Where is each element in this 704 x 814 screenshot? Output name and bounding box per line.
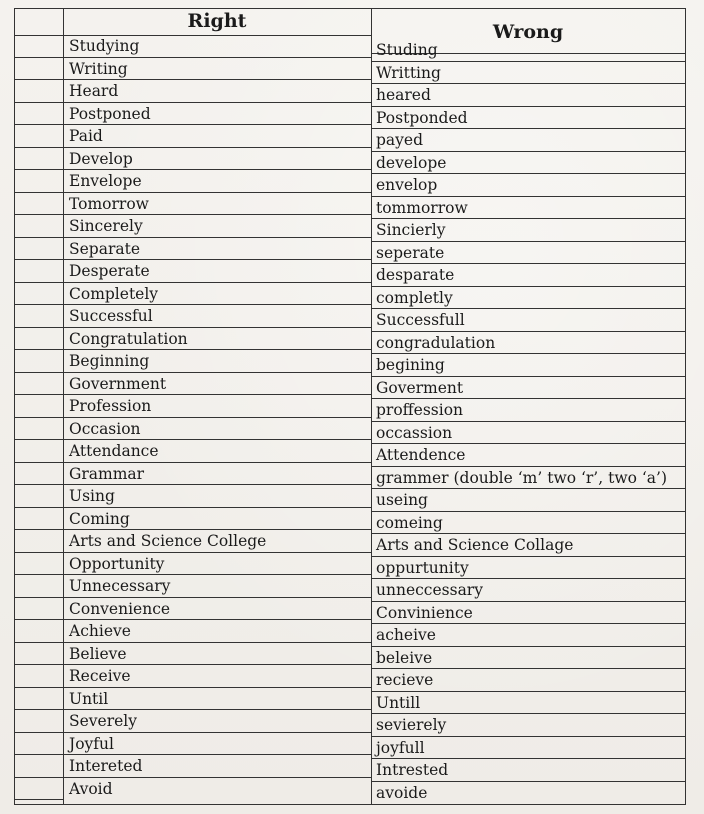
- right-word: Profession: [63, 395, 371, 418]
- right-word: Paid: [63, 125, 371, 148]
- index-cell: [15, 463, 63, 486]
- wrong-word: seperate: [371, 242, 685, 265]
- wrong-word: acheive: [371, 624, 685, 647]
- wrong-word: desparate: [371, 264, 685, 287]
- right-word: Desperate: [63, 260, 371, 283]
- wrong-word: congradulation: [371, 332, 685, 355]
- index-cell: [15, 710, 63, 733]
- wrong-word: Intrested: [371, 759, 685, 782]
- wrong-word: Writting: [371, 62, 685, 85]
- index-cell: [15, 170, 63, 193]
- index-cell: [15, 283, 63, 306]
- wrong-rows: [371, 39, 685, 804]
- right-word: Grammar: [63, 463, 371, 486]
- index-cell: [15, 215, 63, 238]
- right-word: Occasion: [63, 418, 371, 441]
- index-cell: [15, 508, 63, 531]
- index-cell: [15, 395, 63, 418]
- right-word: Envelope: [63, 170, 371, 193]
- index-cell: [15, 620, 63, 643]
- wrong-word: Untill: [371, 692, 685, 715]
- wrong-word: grammer (double ‘m’ two ‘r’, two ‘a’): [371, 467, 685, 490]
- index-cell: [15, 778, 63, 801]
- wrong-word: heared: [371, 84, 685, 107]
- wrong-word: completly: [371, 287, 685, 310]
- index-cell: [15, 193, 63, 216]
- wrong-word: proffession: [371, 399, 685, 422]
- index-cell: [15, 733, 63, 756]
- wrong-header: Wrong: [371, 9, 685, 54]
- wrong-word: oppurtunity: [371, 557, 685, 580]
- index-header: [15, 9, 63, 36]
- index-cell: [15, 35, 63, 58]
- index-cell: [15, 373, 63, 396]
- right-column: [63, 9, 372, 804]
- wrong-word: Studing: [371, 39, 685, 62]
- index-cell: [15, 238, 63, 261]
- right-word: Coming: [63, 508, 371, 531]
- index-cell: [15, 125, 63, 148]
- right-word: Achieve: [63, 620, 371, 643]
- wrong-word: useing: [371, 489, 685, 512]
- index-cell: [15, 665, 63, 688]
- wrong-word: joyfull: [371, 737, 685, 760]
- index-cell: [15, 755, 63, 778]
- right-word: Arts and Science College: [63, 530, 371, 553]
- right-header: Right: [63, 9, 371, 36]
- wrong-word: comeing: [371, 512, 685, 535]
- right-word: Completely: [63, 283, 371, 306]
- wrong-word: tommorrow: [371, 197, 685, 220]
- index-cell: [15, 530, 63, 553]
- right-word: Tomorrow: [63, 193, 371, 216]
- right-word: Unnecessary: [63, 575, 371, 598]
- right-word: Sincerely: [63, 215, 371, 238]
- right-word: Avoid: [69, 779, 113, 798]
- wrong-word: Convinience: [371, 602, 685, 625]
- right-word: Government: [63, 373, 371, 396]
- index-cell: [15, 485, 63, 508]
- wrong-word: Goverment: [371, 377, 685, 400]
- right-word: Believe: [63, 643, 371, 666]
- index-cell: [15, 643, 63, 666]
- wrong-word: Attendence: [371, 444, 685, 467]
- right-word: Separate: [63, 238, 371, 261]
- wrong-word: occassion: [371, 422, 685, 445]
- right-rows: [63, 35, 371, 800]
- right-word: Studying: [63, 35, 371, 58]
- right-word: Using: [63, 485, 371, 508]
- index-cell: [15, 440, 63, 463]
- index-cell: [15, 575, 63, 598]
- index-cell: [15, 103, 63, 126]
- index-rows: [15, 35, 63, 800]
- wrong-word: Postponded: [371, 107, 685, 130]
- wrong-word: Sincierly: [371, 219, 685, 242]
- right-word: Severely: [63, 710, 371, 733]
- right-word: Joyful: [63, 733, 371, 756]
- wrong-word: develope: [371, 152, 685, 175]
- wrong-word: payed: [371, 129, 685, 152]
- right-word: Writing: [63, 58, 371, 81]
- index-cell: [15, 418, 63, 441]
- index-cell: [15, 598, 63, 621]
- right-word: Beginning: [63, 350, 371, 373]
- right-word: Develop: [63, 148, 371, 171]
- right-word: Opportunity: [63, 553, 371, 576]
- right-word: Intereted: [63, 755, 371, 778]
- wrong-word: sevierely: [371, 714, 685, 737]
- index-cell: [15, 80, 63, 103]
- index-cell: [15, 260, 63, 283]
- wrong-word: Arts and Science Collage: [371, 534, 685, 557]
- index-column: [15, 9, 64, 804]
- right-word: Congratulation: [63, 328, 371, 351]
- wrong-column: [371, 9, 685, 804]
- index-cell: [15, 553, 63, 576]
- spelling-table: [14, 8, 686, 805]
- wrong-word: unneccessary: [371, 579, 685, 602]
- wrong-word: Successfull: [371, 309, 685, 332]
- right-word: Successful: [63, 305, 371, 328]
- right-word: Postponed: [63, 103, 371, 126]
- right-word: Convenience: [63, 598, 371, 621]
- right-word: Attendance: [63, 440, 371, 463]
- right-word: Receive: [63, 665, 371, 688]
- index-cell: [15, 350, 63, 373]
- index-cell: [15, 58, 63, 81]
- wrong-word: beleive: [371, 647, 685, 670]
- wrong-word: avoide: [376, 783, 428, 802]
- right-word: Until: [63, 688, 371, 711]
- index-cell: [15, 148, 63, 171]
- right-word: Heard: [63, 80, 371, 103]
- index-cell: [15, 328, 63, 351]
- wrong-word: recieve: [371, 669, 685, 692]
- index-cell: [15, 305, 63, 328]
- index-cell: [15, 688, 63, 711]
- wrong-word: envelop: [371, 174, 685, 197]
- wrong-word: begining: [371, 354, 685, 377]
